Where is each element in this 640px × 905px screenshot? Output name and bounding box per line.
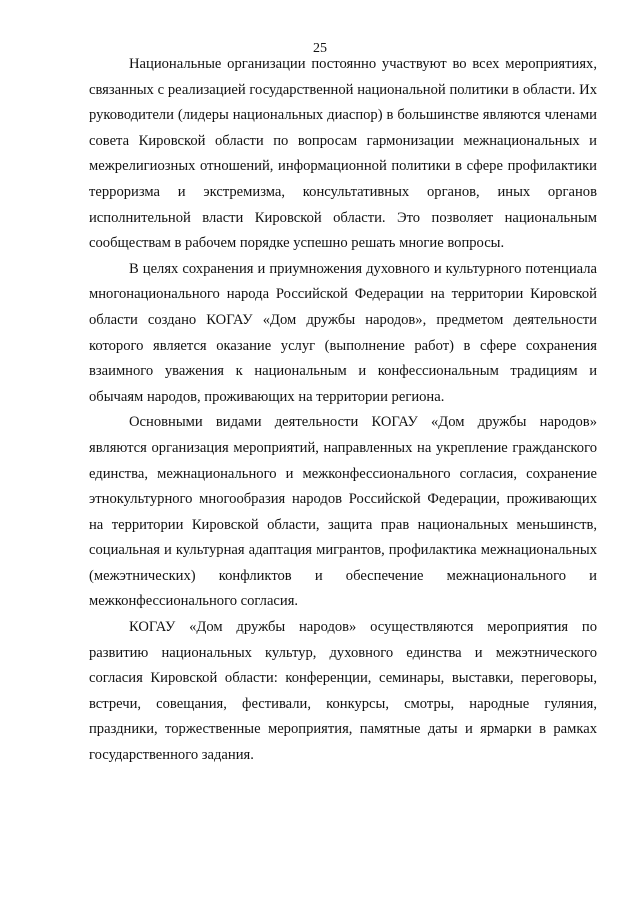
paragraph-events: КОГАУ «Дом дружбы народов» осуществляются мероприятия по развитию национальных культур, духовного единства и межэтнического согласия Кировской области: конференции, семинары, выставки, переговоры, встречи, совещания, фестивали, конкурсы, смотры, народные гуляния, праздники, торжественные мероприятия, памятные даты и ярмарки в рамках государственного задания. bbox=[89, 619, 597, 764]
paragraph-main-activities: Основными видами деятельности КОГАУ «Дом дружбы народов» являются организация мероприятий, направленных на укрепление гражданского единства, межнационального и межконфессионального согласия, сохранение этнокультурного многообразия народов Российской Федерации, проживающих на территории Кировской области, защита прав национальных меньшинств, социальная и культурная адаптация мигрантов, профилактика межнациональных (межэтнических) конфликтов и обеспечение межнационального и межконфессионального согласия. bbox=[89, 414, 597, 610]
body-text bbox=[89, 52, 597, 769]
page-number: 25 bbox=[313, 41, 327, 56]
paragraph-house-of-friendship-created: В целях сохранения и приумножения духовного и культурного потенциала многонационального народа Российской Федерации на территории Кировской области создано КОГАУ «Дом дружбы народов», предметом деятельности которого является оказание услуг (выполнение работ) в сфере сохранения взаимного уважения к национальным и конфессиональным традициям и обычаям народов, проживающих на территории региона. bbox=[89, 260, 597, 405]
paragraph-national-organizations: Национальные организации постоянно участвуют во всех мероприятиях, связанных с реализацией государственной национальной политики в области. Их руководители (лидеры национальных диаспор) в большинстве являются членами совета Кировской области по вопросам гармонизации межнациональных и межрелигиозных отношений, информационной политики в сфере профилактики терроризма и экстремизма, консультативных органов, иных органов исполнительной власти Кировской области. Это позволяет национальным сообществам в рабочем порядке успешно решать многие вопросы. bbox=[89, 56, 597, 252]
